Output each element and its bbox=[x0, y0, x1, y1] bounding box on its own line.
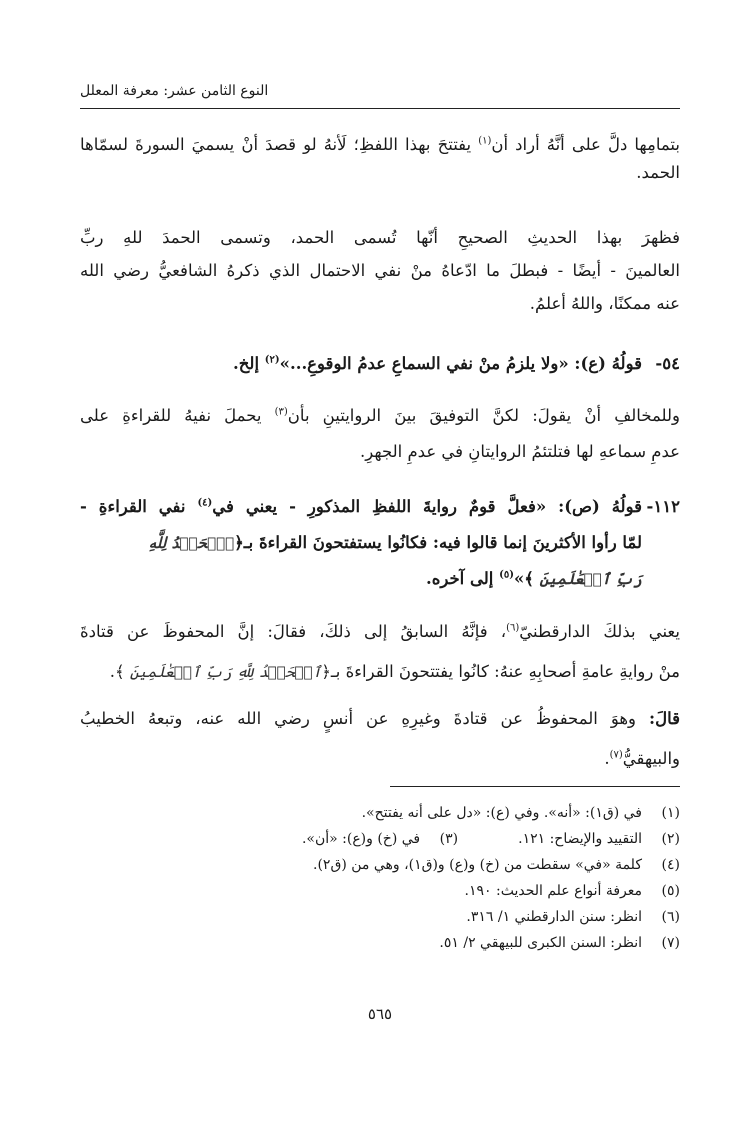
text-run: قالَ: bbox=[649, 709, 680, 728]
footnote bbox=[80, 878, 680, 904]
footnote-number: (٦) bbox=[661, 909, 680, 925]
footnote-ref[interactable]: (٢) bbox=[264, 354, 280, 366]
footnote bbox=[80, 930, 680, 956]
section-number: ١١٢- bbox=[646, 497, 680, 516]
text-run: والبيهقيُّ bbox=[622, 749, 680, 768]
footnote-ref[interactable]: (٧) bbox=[609, 749, 623, 761]
text-run: ، فإنَّهُ السابقُ إلى ذلكَ، فقالَ: إنَّ المحفوظَ عن قتادةَ bbox=[80, 622, 507, 641]
quran-text: رَبِّ ٱلۡعَٰلَمِينَ bbox=[539, 570, 642, 588]
footnote-text: في (خ) و(ع): «أن». bbox=[301, 831, 421, 847]
text-run: وهوَ المحفوظُ عن قتادةَ وغيرِهِ عن أنسٍ رضي الله عنه، وتبعهُ الخطيبُ bbox=[80, 709, 649, 728]
footnote-text: في (ق١): «أنه». وفي (ع): «دل على أنه يفتتح». bbox=[361, 805, 642, 821]
text-run: بتمامِها دلَّ على أنَّهُ أراد أن bbox=[491, 135, 681, 154]
footnote bbox=[80, 826, 680, 852]
paragraph-line bbox=[80, 131, 680, 159]
section-54-heading bbox=[80, 350, 680, 378]
paragraph-line: فظهرَ بهذا الحديثِ الصحيحِ أنّها تُسمى الحمد، وتسمى الحمدَ للهِ ربِّ bbox=[80, 228, 680, 247]
paragraph-line: عنه ممكنًا، واللهُ أعلمُ. bbox=[529, 294, 680, 313]
paragraph-line bbox=[80, 745, 680, 773]
text-run: وللمخالفِ أنْ يقولَ: لكنَّ التوفيقَ بينَ الروايتينِ بأن bbox=[287, 406, 680, 425]
footnote-text: انظر: سنن الدارقطني ١/ ٣١٦. bbox=[466, 909, 642, 925]
paragraph-3 bbox=[80, 402, 680, 466]
paragraph-line bbox=[80, 618, 680, 658]
footnote-number: (٤) bbox=[661, 857, 680, 873]
paragraph-line: عدمِ سماعهِ لها فتلتئمُ الروايتانِ في عدمِ الجهرِ. bbox=[359, 442, 680, 461]
running-title: النوع الثامن عشر: معرفة المعلل bbox=[80, 83, 269, 99]
footnote-text: معرفة أنواع علم الحديث: ١٩٠. bbox=[464, 883, 642, 899]
footnote-text: التقييد والإيضاح: ١٢١. bbox=[518, 831, 642, 847]
paragraph-4 bbox=[80, 618, 680, 686]
footnote-text: كلمة «في» سقطت من (خ) و(ع) و(ق١)، وهي من (ق٢). bbox=[313, 857, 642, 873]
footnote-ref[interactable]: (٤) bbox=[197, 497, 213, 509]
header-rule bbox=[80, 108, 680, 109]
paragraph-line bbox=[80, 705, 680, 745]
heading-line bbox=[80, 493, 680, 529]
text-run: إلخ. bbox=[233, 354, 265, 373]
footnote-text: انظر: السنن الكبرى للبيهقي ٢/ ٥١. bbox=[439, 935, 642, 951]
page-number: ٥٦٥ bbox=[367, 1005, 393, 1023]
footnote bbox=[80, 852, 680, 878]
text-run: لمّا رأوا الأكثرينَ إنما قالوا فيه: فكانُوا يستفتحونَ القراءةَ بـ﴿ bbox=[234, 533, 642, 552]
text-run: إلى آخره. bbox=[425, 569, 500, 588]
footnote-ref[interactable]: (٦) bbox=[506, 622, 520, 634]
footnote-number: (١) bbox=[661, 805, 680, 821]
text-run: منْ روايةِ عامةِ أصحابِهِ عنهُ: كانُوا يفتتحونَ القراءةَ بـ﴿ bbox=[321, 662, 680, 681]
footnote-ref[interactable]: (١) bbox=[478, 135, 492, 147]
quran-text: ٱلۡحَمۡدُ لِلَّهِ رَبِّ ٱلۡعَٰلَمِينَ bbox=[129, 663, 322, 681]
section-number: ٥٤- bbox=[655, 354, 680, 373]
text-run: . bbox=[604, 749, 610, 768]
text-run: قولُهُ (ص): «فعلَّ قومٌ روايةَ اللفظِ المذكورِ - يعني في bbox=[212, 497, 642, 516]
footnote-number: (٧) bbox=[661, 935, 680, 951]
paragraph-5 bbox=[80, 705, 680, 773]
text-run: يحملَ نفيهُ للقراءةِ على bbox=[80, 406, 275, 425]
text-run: ﴾. bbox=[109, 662, 130, 681]
footnote-rule bbox=[390, 786, 680, 787]
footnote-number: (٣) bbox=[439, 831, 459, 847]
paragraph-line: العالمينَ - أيضًا - فبطلَ ما ادّعاهُ منْ نفي الاحتمال الذي ذكرهُ الشافعيُّ رضي الله bbox=[80, 261, 680, 280]
footnote-number: (٥) bbox=[661, 883, 680, 899]
paragraph-2 bbox=[80, 224, 680, 318]
text-run: يفتتحَ بهذا اللفظِ؛ لَأنهُ لو قصدَ أنْ يسميَ السورةَ لسمّاها bbox=[80, 135, 479, 154]
footnote bbox=[80, 800, 680, 826]
footnote-number: (٢) bbox=[661, 831, 680, 847]
footnote-ref[interactable]: (٣) bbox=[274, 406, 288, 418]
heading-line bbox=[80, 350, 680, 378]
heading-line bbox=[80, 565, 680, 593]
text-run: يعني بذلكَ الدارقطنيّ bbox=[519, 622, 680, 641]
text-run: قولُهُ (ع): «ولا يلزمُ منْ نفي السماعِ عدمُ الوقوعِ...» bbox=[279, 354, 642, 373]
paragraph-line bbox=[80, 658, 680, 686]
section-112-heading bbox=[80, 493, 680, 593]
text-run: نفي القراءةِ - bbox=[80, 497, 198, 516]
footnotes bbox=[80, 800, 680, 956]
footnote bbox=[80, 904, 680, 930]
book-page bbox=[80, 0, 680, 1123]
heading-line bbox=[80, 529, 680, 565]
paragraph-line: الحمد. bbox=[636, 163, 680, 182]
footnote-ref[interactable]: (٥) bbox=[499, 569, 514, 581]
paragraph-1 bbox=[80, 131, 680, 187]
text-run: ﴾» bbox=[513, 569, 540, 588]
quran-text: ٱلۡحَمۡدُ لِلَّهِ bbox=[148, 534, 235, 552]
paragraph-line bbox=[80, 402, 680, 438]
